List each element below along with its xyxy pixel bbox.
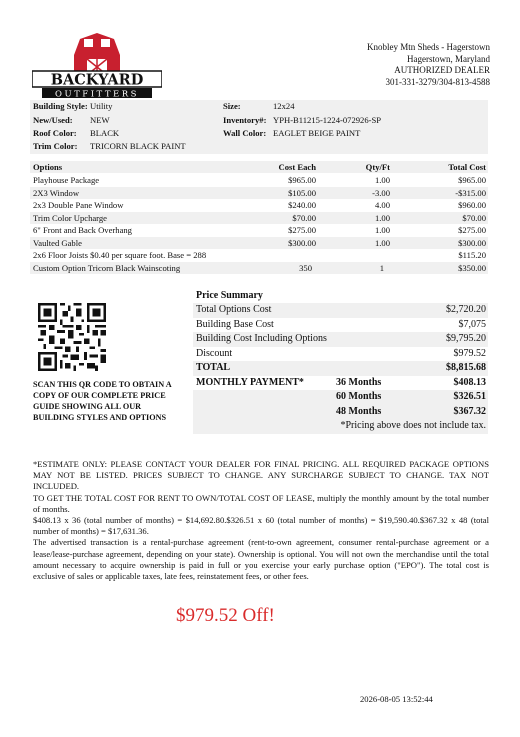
inventory-label: Inventory#: [223,115,267,125]
dealer-phone: 301-331-3279/304-813-4588 [385,76,490,87]
table-row [30,224,488,237]
options-header-qty: Qty/Ft [365,162,390,172]
options-header-name: Options [33,162,63,172]
timestamp: 2026-08-05 13:52:44 [360,694,433,704]
dealer-city: Hagerstown, Maryland [407,53,490,64]
amount-36: $408.13 [453,376,486,388]
summary-row [193,376,488,391]
options-header-cost: Cost Each [278,162,316,172]
discount-banner: $979.52 Off! [176,605,275,626]
summary-row [193,361,488,376]
roof-value: BLACK [90,128,120,138]
option-cost: $965.00 [288,175,316,185]
dealer-name: Knobley Mtn Sheds - Hagerstown [367,42,490,52]
base-cost-value: $7,075 [458,318,486,330]
table-row [30,174,488,187]
option-name: Playhouse Package [33,175,100,185]
amount-48: $367.32 [453,405,486,417]
option-cost: $105.00 [288,187,316,198]
dealer-info [367,42,490,88]
option-total: $115.20 [458,250,486,260]
options-header-total: Total Cost [448,162,486,172]
option-name: 2X3 Window [33,187,80,198]
disclaimer [33,459,489,582]
option-total: $350.00 [458,262,486,273]
qr-caption-line: BUILDING STYLES AND OPTIONS [33,413,167,422]
summary-row [193,318,488,333]
option-cost: 350 [299,262,312,273]
dealer-status: AUTHORIZED DEALER [394,65,490,75]
term-60: 60 Months [336,391,382,402]
base-cost-label: Building Base Cost [196,318,274,330]
disclaimer-calculations: $408.13 x 36 (total number of months) = $14,692.80.$326.51 x 60 (total number of months) = $19,590.40.$367.32 x 48 (total number of months) = $17,631.36. [33,515,489,537]
discount-value: $979.52 [453,347,486,359]
qr-caption [33,379,193,423]
option-qty: 1.00 [374,175,390,185]
building-info [30,100,488,154]
disclaimer-agreement: The advertised transaction is a rental-purchase agreement (rent-to-own agreement, consumer rental-purchase agreement or a lease/lease-purchase agreement, depending on your state). Ownership is optional. You will not own the merchandise until the total amount necessary to acquire ownership is paid in full or you exercise your early purchase option ("EPO"). The total cost is exclusive of sales or applicable taxes, late fees, reinstatement fees, or other fees. [33,537,489,582]
option-name: 2x3 Double Pane Window [33,200,124,210]
option-cost: $275.00 [288,225,316,235]
backyard-outfitters-logo [32,33,162,99]
qr-caption-line: COPY OF OUR COMPLETE PRICE [33,391,166,400]
option-cost: $240.00 [288,200,316,210]
option-total: $960.00 [458,200,486,210]
total-options-value: $2,720.20 [446,304,486,315]
table-row [30,199,488,212]
summary-row [193,347,488,362]
option-name: 2x6 Floor Joists $0.40 per square foot. Base = 288 [33,250,207,260]
option-name: Trim Color Upcharge [33,212,107,223]
option-total: -$315.00 [455,187,486,198]
discount-label: Discount [196,347,233,359]
option-cost: $70.00 [292,212,316,223]
option-qty: 1.00 [374,212,390,223]
monthly-payment-label: MONTHLY PAYMENT* [196,376,304,388]
incl-options-value: $9,795.20 [446,333,486,344]
total-value: $8,815.68 [446,362,486,373]
option-total: $965.00 [458,175,486,185]
amount-60: $326.51 [453,391,486,402]
price-summary-title: Price Summary [196,290,263,301]
disclaimer-estimate: *ESTIMATE ONLY: PLEASE CONTACT YOUR DEALER FOR FINAL PRICING. ALL REQUIRED PACKAGE OPTIONS MAY NOT BE LISTED. PRICES SUBJECT TO CHANGE. ANY SURCHARGE SUBJECT TO CHANGE. TAX NOT INCLUDED. [33,459,489,492]
size-value: 12x24 [273,101,295,111]
summary-row [193,332,488,347]
option-qty: 1.00 [374,237,390,248]
qr-code[interactable] [38,303,106,371]
option-name: Custom Option Tricorn Black Wainscoting [33,262,181,273]
option-total: $300.00 [458,237,486,248]
option-qty: 1 [379,262,384,273]
trim-label: Trim Color: [33,141,78,151]
trim-value: TRICORN BLACK PAINT [90,141,186,151]
summary-row [193,405,488,420]
logo-text-bottom: OUTFITTERS [55,89,139,99]
table-row [30,262,488,275]
new-used-value: NEW [90,115,110,125]
qr-caption-line: SCAN THIS QR CODE TO OBTAIN A [33,380,172,389]
table-row [30,187,488,200]
summary-row [193,390,488,405]
size-label: Size: [223,101,241,111]
style-label: Building Style: [33,101,88,111]
roof-label: Roof Color: [33,128,77,138]
disclaimer-rent-to-own: TO GET THE TOTAL COST FOR RENT TO OWN/TOTAL COST OF LEASE, multiply the monthly amount by the total number of months. [33,492,489,514]
table-row [30,249,488,262]
style-value: Utility [90,101,113,111]
qr-caption-line: GUIDE SHOWING ALL OUR [33,402,142,411]
option-name: Vaulted Gable [33,237,82,248]
barn-icon [74,33,120,75]
table-row [30,212,488,225]
option-cost: $300.00 [288,237,316,248]
summary-row [193,419,488,434]
wall-label: Wall Color: [223,128,267,138]
wall-value: EAGLET BEIGE PAINT [273,128,361,138]
incl-options-label: Building Cost Including Options [196,333,327,344]
option-qty: -3.00 [372,187,390,198]
option-qty: 1.00 [374,225,390,235]
option-total: $275.00 [458,225,486,235]
total-options-label: Total Options Cost [196,304,272,315]
total-label: TOTAL [196,362,231,373]
logo-text-top: BACKYARD [50,71,144,89]
tax-note: *Pricing above does not include tax. [340,420,486,431]
option-name: 6" Front and Back Overhang [33,225,132,235]
table-row [30,237,488,250]
option-total: $70.00 [462,212,486,223]
inventory-value: YPH-B11215-1224-072926-SP [273,115,382,125]
new-used-label: New/Used: [33,115,73,125]
options-table-header [30,161,488,173]
summary-row [193,303,488,318]
term-36: 36 Months [336,376,382,388]
option-qty: 4.00 [374,200,390,210]
term-48: 48 Months [336,405,382,417]
